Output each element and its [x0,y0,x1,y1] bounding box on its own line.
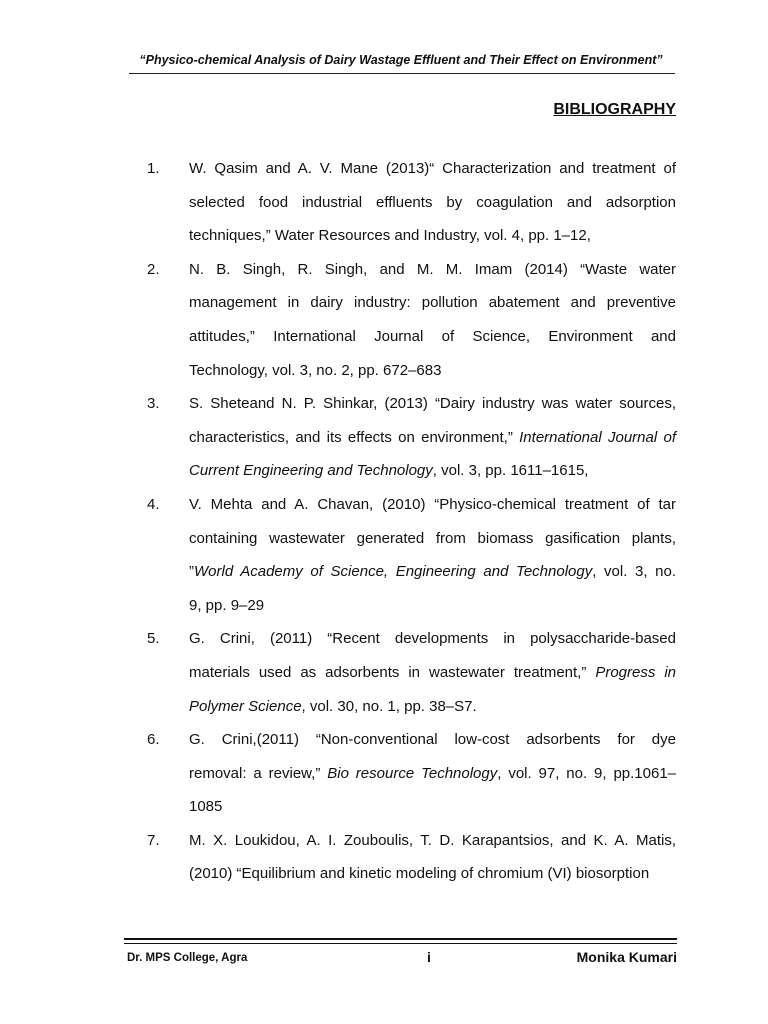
footer-author: Monika Kumari [576,949,677,965]
header-rule [129,73,675,74]
reference-line [189,488,676,522]
reference-segment: , vol. 3, pp. 1611–1615, [432,462,589,480]
reference-line [189,354,676,388]
reference-item [0,723,768,824]
reference-segment: , vol. 97, no. 9, pp.1061– [497,764,677,782]
reference-line [189,723,676,757]
reference-segment: S. Sheteand N. P. Shinkar, (2013) “Dairy industry was water sources, [189,395,676,413]
reference-text [189,622,676,723]
reference-number: 6. [147,731,160,749]
reference-text [189,723,676,824]
reference-line [189,690,676,724]
reference-segment: M. X. Loukidou, A. I. Zouboulis, T. D. Karapantsios, and K. A. Matis, [189,831,676,849]
reference-line [189,186,676,220]
reference-segment: W. Qasim and A. V. Mane (2013)“ Characterization and treatment of [189,160,676,177]
reference-number: 4. [147,495,160,513]
reference-number: 1. [147,160,160,177]
reference-item [0,387,768,488]
reference-text [189,152,676,253]
reference-source-title: World Academy of Science, Engineering and Technology [194,563,593,581]
reference-line [189,522,676,556]
reference-line [189,387,676,421]
reference-segment: materials used as adsorbents in wastewater treatment,” [189,663,596,681]
reference-source-title: Progress in [595,663,676,681]
reference-item [0,253,768,387]
reference-segment: N. B. Singh, R. Singh, and M. M. Imam (2014) “Waste water [189,260,676,278]
reference-segment: G. Crini,(2011) “Non-conventional low-cost adsorbents for dye [189,731,676,749]
section-title: BIBLIOGRAPHY [553,101,676,118]
reference-item [0,152,768,253]
reference-line [189,152,676,186]
reference-line [189,421,676,455]
reference-line [189,589,676,623]
reference-text [189,387,676,488]
reference-line [189,555,676,589]
reference-segment: techniques,” Water Resources and Industry, vol. 4, pp. 1–12, [189,227,591,245]
reference-item [0,824,768,891]
reference-source-title: Bio resource Technology [327,764,498,782]
reference-line [189,454,676,488]
reference-line [189,790,676,824]
reference-line [189,656,676,690]
reference-text [189,488,676,622]
reference-segment: containing wastewater generated from biomass gasification plants, [189,529,676,547]
reference-segment: selected food industrial effluents by coagulation and adsorption [189,193,676,211]
reference-list [0,152,768,891]
reference-segment: 9, pp. 9–29 [189,596,265,614]
footer-college: Dr. MPS College, Agra [127,952,248,964]
reference-line [189,757,676,791]
reference-number: 5. [147,630,160,648]
footer-rule-thick [124,938,677,940]
reference-segment: characteristics, and its effects on environment,” [189,428,520,446]
reference-segment: , vol. 30, no. 1, pp. 38–S7. [301,697,477,715]
reference-source-title: Polymer Science [189,697,302,715]
reference-item [0,622,768,723]
reference-segment: V. Mehta and A. Chavan, (2010) “Physico-chemical treatment of tar [189,495,676,513]
footer-page-number: i [427,949,431,965]
reference-text [189,824,676,891]
reference-line [189,286,676,320]
reference-item [0,488,768,622]
reference-segment: ” [189,563,194,581]
reference-line [189,320,676,354]
reference-source-title: International Journal of [519,428,676,446]
reference-segment: (2010) “Equilibrium and kinetic modeling of chromium (VI) biosorption [189,865,650,883]
reference-segment: attitudes,” International Journal of Science, Environment and [189,327,676,345]
reference-line [189,857,676,891]
reference-source-title: Current Engineering and Technology [189,462,433,480]
reference-segment: removal: a review,” [189,764,328,782]
reference-line [189,253,676,287]
reference-segment: Technology, vol. 3, no. 2, pp. 672–683 [189,361,442,379]
reference-number: 2. [147,260,160,278]
reference-line [189,622,676,656]
reference-number: 3. [147,395,160,413]
running-header-title: “Physico-chemical Analysis of Dairy Wastage Effluent and Their Effect on Environment” [139,53,663,67]
reference-segment: management in dairy industry: pollution abatement and preventive [189,294,676,312]
reference-text [189,253,676,387]
reference-line [189,824,676,858]
reference-segment: , vol. 3, no. [592,563,676,581]
reference-segment: G. Crini, (2011) “Recent developments in polysaccharide-based [189,630,676,648]
reference-segment: 1085 [189,798,223,816]
reference-number: 7. [147,831,160,849]
reference-line [189,219,676,253]
footer-rule-thin [124,943,677,944]
